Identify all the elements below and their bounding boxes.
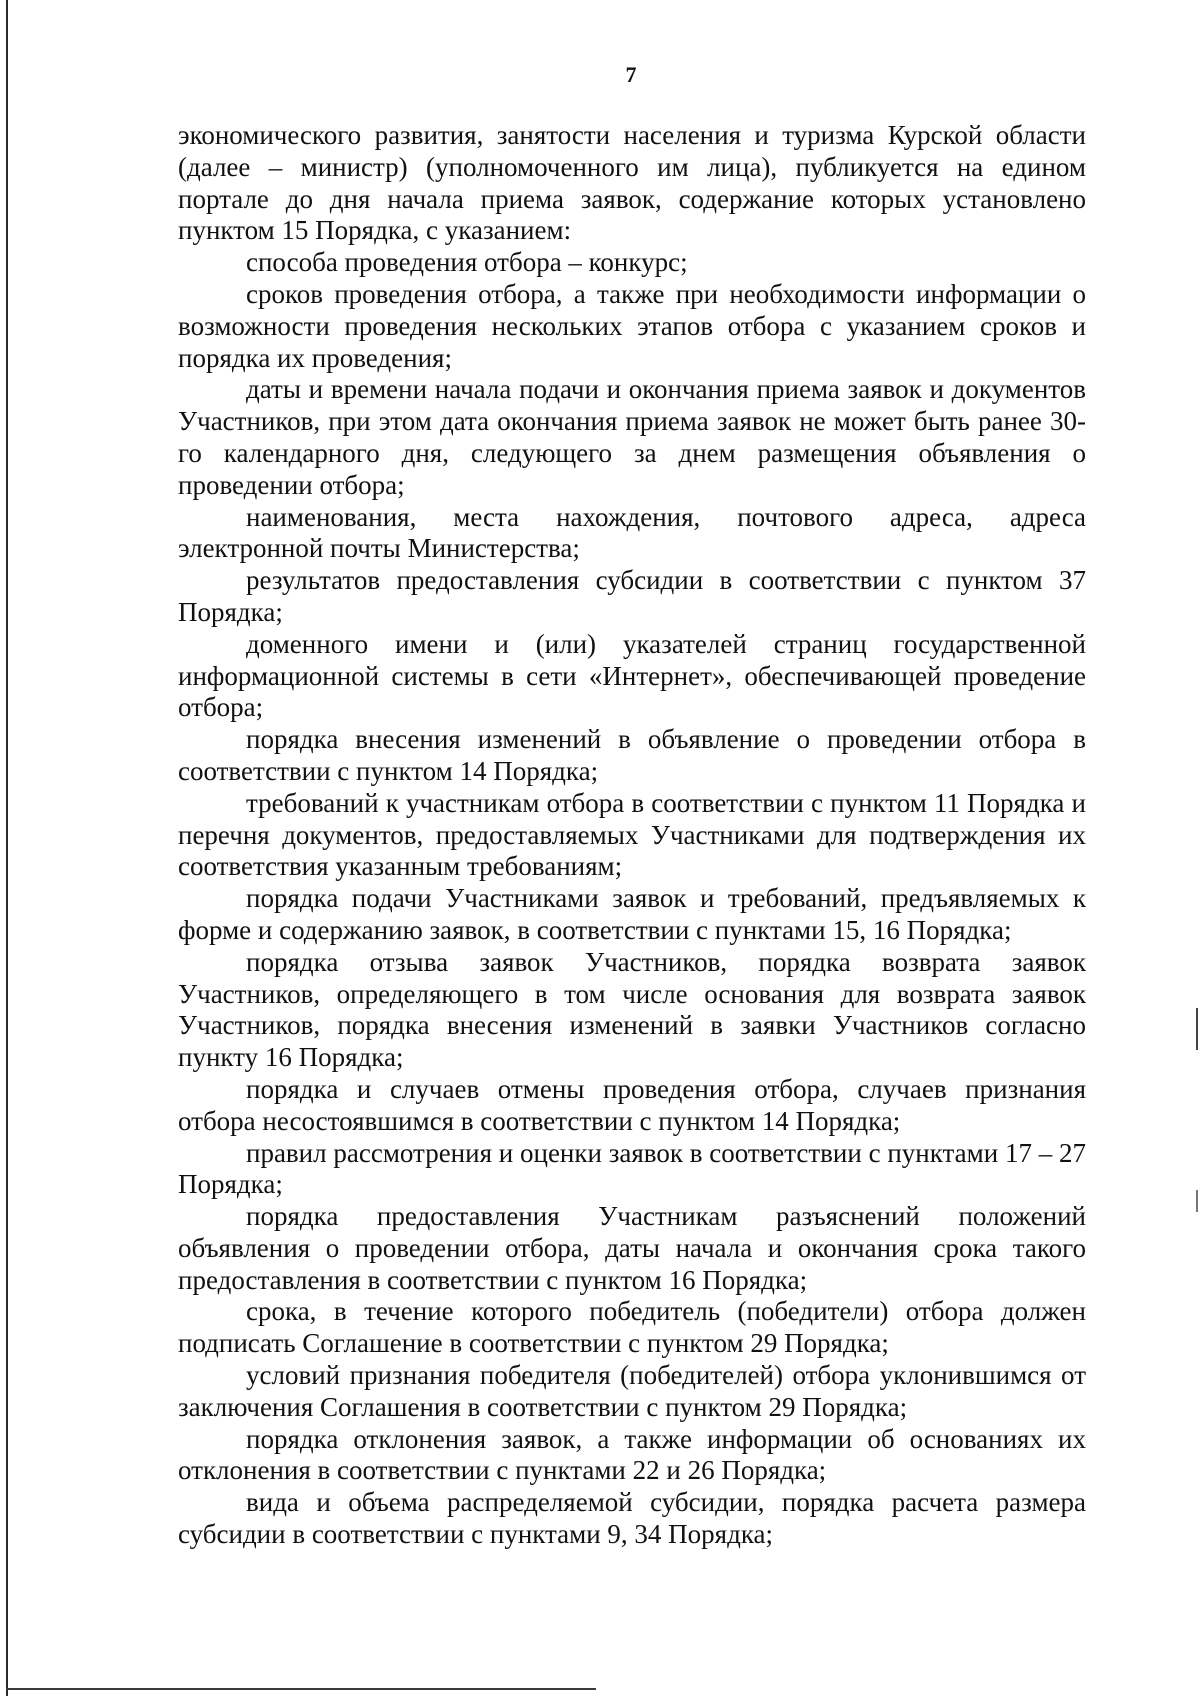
list-item: вида и объема распределяемой субсидии, порядка расчета размера субсидии в соответствии с пунктами 9, 34 Порядка; — [178, 1487, 1086, 1550]
list-item: требований к участникам отбора в соответствии с пунктом 11 Порядка и перечня документов, предоставляемых Участниками для подтверждения их соответствия указанным требованиям; — [178, 787, 1086, 882]
list-item: порядка отзыва заявок Участников, порядка возврата заявок Участников, определяющего в том числе основания для возврата заявок Участников, порядка внесения изменений в заявки Участников согласно пункту 16 Порядка; — [178, 946, 1086, 1073]
scan-mark-right — [1196, 1008, 1198, 1050]
list-item: порядка отклонения заявок, а также информации об основаниях их отклонения в соответствии с пунктами 22 и 26 Порядка; — [178, 1423, 1086, 1486]
list-item: порядка подачи Участниками заявок и требований, предъявляемых к форме и содержанию заявок, в соответствии с пунктами 15, 16 Порядка; — [178, 883, 1086, 945]
list-item: даты и времени начала подачи и окончания приема заявок и документов Участников, при этом дата окончания приема заявок не может быть ранее 30-го календарного дня, следующего за днем размещения объявления о проведении отбора; — [178, 374, 1086, 500]
paragraph-intro: экономического развития, занятости населения и туризма Курской области (далее – министр) (уполномоченного им лица), публикуется на едином портале до дня начала приема заявок, содержание которых установлено пунктом 15 Порядка, с указанием: — [178, 120, 1086, 246]
list-item: порядка и случаев отмены проведения отбора, случаев признания отбора несостоявшимся в соответствии с пунктом 14 Порядка; — [178, 1073, 1086, 1136]
scan-mark-right — [1196, 1190, 1198, 1212]
list-item: наименования, места нахождения, почтового адреса, адреса электронной почты Министерства; — [178, 501, 1086, 564]
list-item: срока, в течение которого победитель (победители) отбора должен подписать Соглашение в соответствии с пунктом 29 Порядка; — [178, 1296, 1086, 1359]
list-item: порядка внесения изменений в объявление о проведении отбора в соответствии с пунктом 14 Порядка; — [178, 724, 1086, 786]
list-item: доменного имени и (или) указателей страниц государственной информационной системы в сети «Интернет», обеспечивающей проведение отбора; — [178, 628, 1086, 723]
list-item: порядка предоставления Участникам разъяснений положений объявления о проведении отбора, даты начала и окончания срока такого предоставления в соответствии с пунктом 16 Порядка; — [178, 1201, 1086, 1295]
page-number: 7 — [625, 62, 637, 87]
scan-edge-bottom — [6, 1688, 596, 1690]
list-item: сроков проведения отбора, а также при необходимости информации о возможности проведения нескольких этапов отбора с указанием сроков и порядка их проведения; — [178, 278, 1086, 373]
list-item: способа проведения отбора – конкурс; — [246, 247, 688, 278]
list-item: условий признания победителя (победителей) отбора уклонившимся от заключения Соглашения в соответствии с пунктом 29 Порядка; — [178, 1360, 1086, 1422]
document-body — [178, 120, 1086, 1551]
list-item: правил рассмотрения и оценки заявок в соответствии с пунктами 17 – 27 Порядка; — [178, 1137, 1086, 1200]
list-item: результатов предоставления субсидии в соответствии с пунктом 37 Порядка; — [178, 565, 1086, 627]
scan-edge-left — [6, 0, 8, 1696]
